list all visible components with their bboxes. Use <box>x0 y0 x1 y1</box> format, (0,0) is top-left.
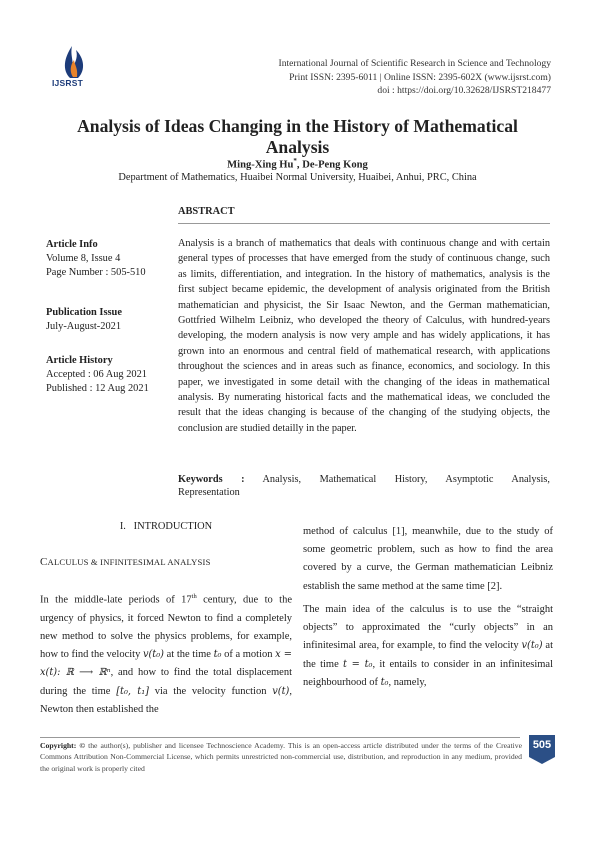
published-date: Published : 12 Aug 2021 <box>46 383 149 394</box>
page-number-range: Page Number : 505-510 <box>46 267 146 278</box>
text-run: via the velocity function <box>148 685 273 697</box>
corresponding-mark: * <box>293 157 297 165</box>
text-run: of a motion <box>221 649 276 661</box>
journal-name: International Journal of Scientific Research in Science and Technology <box>278 58 551 69</box>
right-column-paragraph-1: method of calculus [1], meanwhile, due to the study of some geometric problem, such as how to find the area covered by a curve, the German mathematician Leibniz establish the same method at the same time [2]. <box>303 526 553 592</box>
math-expr: x = x(t): ℝ ⟶ ℝⁿ <box>40 649 292 679</box>
accepted-date: Accepted : 06 Aug 2021 <box>46 369 147 380</box>
keywords-continued: Representation <box>178 487 240 498</box>
volume-issue: Volume 8, Issue 4 <box>46 253 121 264</box>
math-expr: v(t₀) <box>142 649 164 661</box>
text-run: century, due to the urgency of physics, it forced Newton to find a completely new method to solve the physics problems, for example, how to find the velocity <box>40 594 292 661</box>
logo-text: IJSRST <box>52 78 83 88</box>
keywords-value: Analysis, Mathematical History, Asymptotic Analysis, <box>262 474 551 485</box>
text-run: The main idea of the calculus is to use the “straight objects” to approximated the “curly objects” in an infinitesimal area, for example, to find the velocity <box>303 604 553 652</box>
affiliation: Department of Mathematics, Huaibei Normal University, Huaibei, Anhui, PRC, China <box>118 172 477 183</box>
abstract-text: Analysis is a branch of mathematics that deals with continuous change and with certain general types of processes that have emerged from the study of continuous change, such as limits, differentiation, and integration. In the history of mathematics, analysis is the first subject became epidemic, the development of analysis originated from the British mathematician and physicist, the Sir Isaac Newton, and the German mathematician, Gottfried Wilhelm Leibniz, who developed the theory of Calculus, with hundred-years developing, the modern analysis is now very ample and has widely applications, it has grown into an enormous and central field of mathematical research, with applications throughout the sciences and in areas such as finance, economics, and sociology. In this paper, we investigated in some detail with the changing of the ideas in mathematical analysis. By numerating historical facts and the mathematical ideas, we concluded the result that the ideas changing is because of the changing of the studying objects, the conclusion are studied detailly in the paper. <box>178 238 550 434</box>
article-info-heading: Article Info <box>46 239 98 250</box>
right-column-paragraph-2 <box>303 601 553 692</box>
title-line-1: Analysis of Ideas Changing in the History of Mathematical <box>77 116 518 136</box>
page-number: 505 <box>532 739 552 751</box>
text-run: , Newton then established the <box>40 685 292 715</box>
article-info <box>46 238 171 280</box>
math-expr: t₀ <box>213 649 222 661</box>
abstract-rule <box>178 223 550 224</box>
copyright-footer <box>40 740 522 774</box>
text-run: , it entails to consider in an infinitesimal neighbourhood of <box>303 658 553 688</box>
section-title: INTRODUCTION <box>133 521 213 532</box>
math-expr: t₀ <box>380 676 389 688</box>
keywords-line <box>178 472 550 487</box>
doi-line[interactable]: doi : https://doi.org/10.32628/IJSRST218477 <box>377 85 551 97</box>
footer-rule <box>40 737 520 738</box>
paper-title <box>40 116 555 158</box>
history-heading: Article History <box>46 355 113 366</box>
text-run: , namely, <box>388 676 427 688</box>
title-line-2: Analysis <box>265 137 330 157</box>
flame-logo-icon <box>60 44 90 80</box>
copyright-symbol: © <box>79 741 86 750</box>
math-expr: v(t₀) <box>521 640 543 652</box>
publication-heading: Publication Issue <box>46 307 122 318</box>
text-run: , and how to find the total displacement during the time <box>40 667 292 697</box>
text-run: at the time <box>164 649 214 661</box>
math-expr: v(t) <box>272 685 290 697</box>
keywords-label: Keywords : <box>178 474 245 485</box>
journal-logo <box>52 44 104 90</box>
author-2: , De-Peng Kong <box>296 159 368 171</box>
issn-line: Print ISSN: 2395-6011 | Online ISSN: 2395-602X (www.ijsrst.com) <box>289 71 551 83</box>
superscript: th <box>191 593 197 600</box>
subsection-cap: C <box>40 556 48 568</box>
journal-header <box>279 57 551 98</box>
math-expr: [t₀, t₁] <box>116 685 149 697</box>
left-column-paragraph <box>40 588 292 719</box>
text-run: at the time <box>303 640 554 670</box>
math-expr: t = t₀ <box>343 658 373 670</box>
subsection-heading <box>40 556 211 568</box>
text-run: In the middle-late periods of 17 <box>40 594 192 606</box>
article-history <box>46 354 171 396</box>
section-heading <box>40 521 292 532</box>
publication-value: July-August-2021 <box>46 321 122 332</box>
author-1: Ming-Xing Hu <box>227 159 294 171</box>
abstract-heading: ABSTRACT <box>178 206 235 217</box>
authors <box>40 157 555 171</box>
subsection-smallcaps: ALCULUS & INFINITESIMAL ANALYSIS <box>47 557 211 567</box>
publication-issue <box>46 306 171 334</box>
section-number: I. <box>119 521 126 532</box>
copyright-text: the author(s), publisher and licensee Technoscience Academy. This is an open-access article distributed under the terms of the Creative Commons Attribution Non-Commercial License, which permits unrestricted non-commercial use, distribution, and reproduction in any medium, provided the original work is properly cited <box>40 741 523 773</box>
page-number-badge <box>527 733 557 765</box>
copyright-label: Copyright: <box>40 741 77 750</box>
